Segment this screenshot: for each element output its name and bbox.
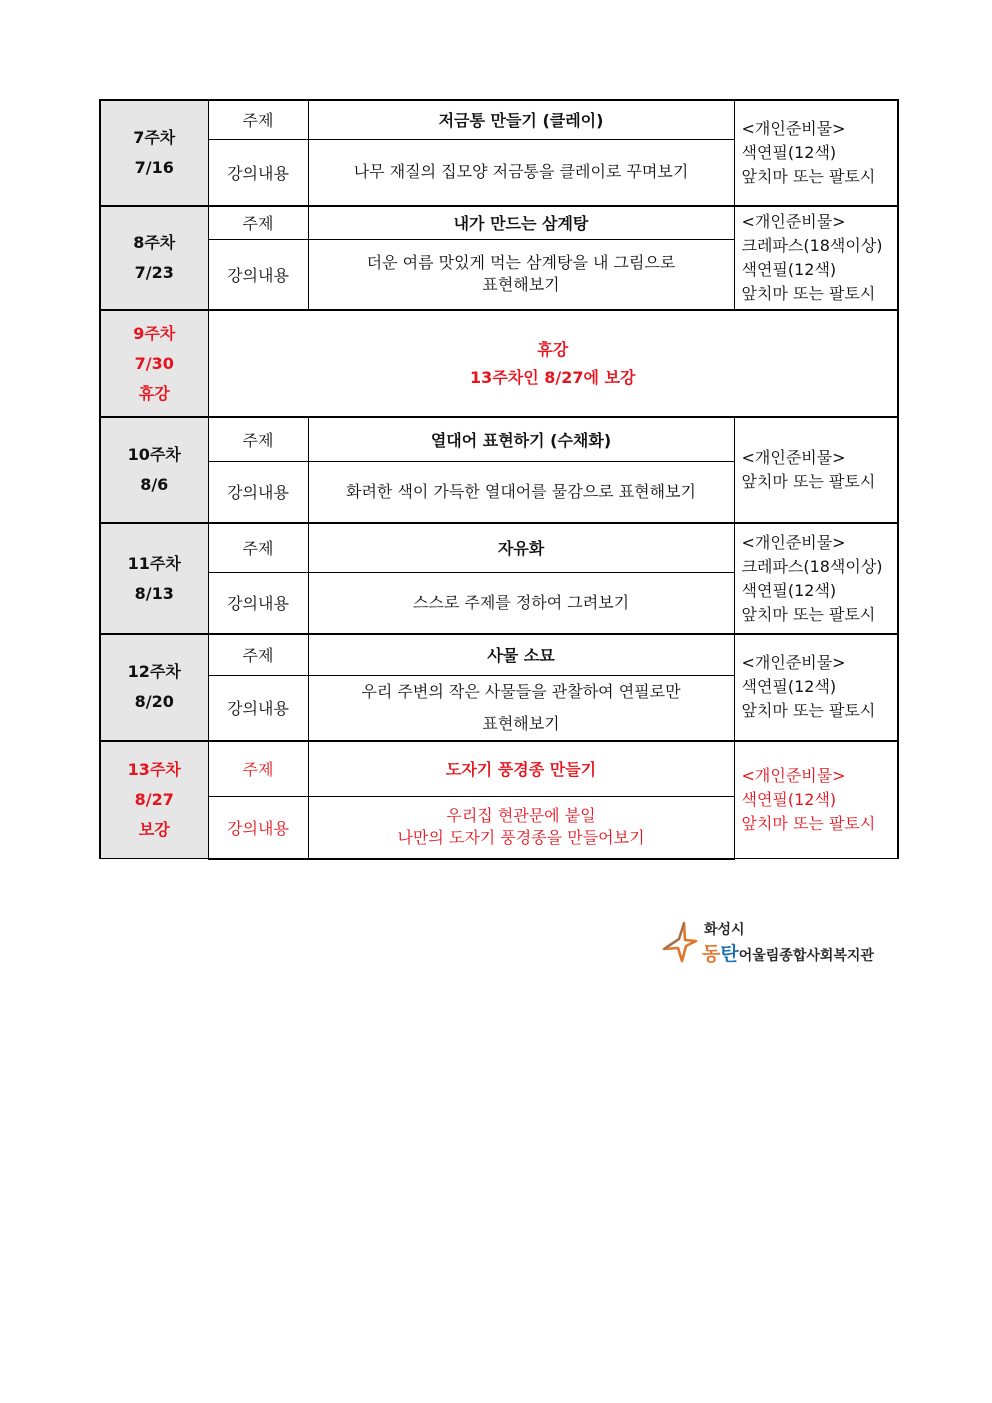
week-8-topic-row [100, 206, 898, 239]
week-10-topic: 열대어 표현하기 (수채화) [308, 417, 734, 461]
materials-item: 크레파스(18색이상) [741, 236, 883, 255]
content-line: 우리집 현관문에 붙일 [446, 806, 596, 826]
materials-heading: <개인준비물> [741, 119, 846, 138]
content-label: 강의내용 [208, 797, 308, 859]
lesson-schedule-table [99, 99, 899, 860]
week-11-topic-row [100, 523, 898, 572]
week-status: 보강 [138, 819, 170, 839]
week-number: 8주차 [133, 233, 176, 252]
week-number: 10주차 [127, 445, 181, 464]
topic-label: 주제 [208, 206, 308, 239]
materials-heading: <개인준비물> [741, 653, 846, 673]
week-date: 8/20 [134, 692, 174, 712]
content-label: 강의내용 [208, 139, 308, 206]
week-10-content [308, 461, 734, 523]
week-8-cell [100, 206, 208, 310]
logo-name-part: 동 [702, 943, 721, 965]
week-11-content [308, 572, 734, 634]
week-11-topic: 자유화 [308, 523, 734, 572]
topic-label: 주제 [208, 741, 308, 797]
logo-city-name: 화성시 [704, 922, 745, 938]
week-8-materials [734, 206, 898, 310]
makeup-line: 13주차인 8/27에 보강 [470, 367, 636, 387]
content-line: 더운 여름 맛있게 먹는 삼계탕을 내 그림으로 [366, 253, 676, 273]
week-13-topic-row [100, 741, 898, 797]
content-line: 우리 주변의 작은 사물들을 관찰하여 연필로만 [361, 681, 681, 701]
week-date: 7/23 [134, 263, 174, 282]
week-9-row [100, 310, 898, 417]
week-number: 13주차 [127, 759, 181, 779]
materials-heading: <개인준비물> [741, 532, 846, 552]
week-8-content [308, 239, 734, 310]
logo-center-name [702, 939, 874, 966]
materials-item: 앞치마 또는 팔토시 [741, 284, 876, 303]
content-label: 강의내용 [208, 461, 308, 523]
content-line: 나무 재질의 집모양 저금통을 클레이로 꾸며보기 [353, 162, 689, 182]
content-line: 스스로 주제를 정하여 그려보기 [412, 592, 630, 612]
week-7-topic-row [100, 100, 898, 139]
materials-heading: <개인준비물> [741, 448, 846, 467]
week-date: 7/30 [134, 353, 174, 373]
materials-item: 색연필(12색) [741, 789, 837, 809]
materials-heading: <개인준비물> [741, 212, 846, 231]
week-7-cell [100, 100, 208, 206]
week-7-content [308, 139, 734, 206]
materials-item: 크레파스(18색이상) [741, 556, 883, 576]
week-12-topic-row [100, 634, 898, 675]
topic-label: 주제 [208, 417, 308, 461]
week-number: 11주차 [127, 553, 181, 573]
week-11-cell [100, 523, 208, 634]
week-7-topic: 저금통 만들기 (클레이) [308, 100, 734, 139]
week-13-cell [100, 741, 208, 859]
topic-label: 주제 [208, 634, 308, 675]
week-date: 8/27 [134, 789, 174, 809]
week-date: 8/13 [134, 583, 174, 603]
week-10-topic-row [100, 417, 898, 461]
week-11-materials [734, 523, 898, 634]
materials-item: 앞치마 또는 팔토시 [741, 472, 876, 491]
week-number: 12주차 [127, 662, 181, 682]
week-10-cell [100, 417, 208, 523]
holiday-notice [208, 310, 898, 417]
week-9-cell [100, 310, 208, 417]
content-line: 나만의 도자기 풍경종을 만들어보기 [397, 828, 645, 848]
materials-item: 색연필(12색) [741, 260, 837, 279]
welfare-center-logo [662, 917, 902, 967]
logo-name-part: 탄 [720, 943, 739, 965]
materials-item: 색연필(12색) [741, 143, 837, 162]
materials-item: 색연필(12색) [741, 580, 837, 600]
holiday-line: 휴강 [537, 339, 569, 359]
week-status: 휴강 [138, 383, 170, 403]
week-12-cell [100, 634, 208, 741]
week-12-content [308, 675, 734, 741]
topic-label: 주제 [208, 523, 308, 572]
content-label: 강의내용 [208, 572, 308, 634]
content-label: 강의내용 [208, 239, 308, 310]
week-13-content [308, 797, 734, 859]
week-date: 7/16 [134, 158, 174, 177]
week-12-materials [734, 634, 898, 741]
content-label: 강의내용 [208, 675, 308, 741]
materials-item: 색연필(12색) [741, 677, 837, 697]
week-13-materials [734, 741, 898, 859]
week-date: 8/6 [140, 475, 169, 494]
topic-label: 주제 [208, 100, 308, 139]
week-10-materials [734, 417, 898, 523]
content-line: 표현해보기 [482, 713, 560, 733]
week-number: 7주차 [133, 128, 176, 147]
week-number: 9주차 [133, 323, 176, 343]
week-13-topic: 도자기 풍경종 만들기 [308, 741, 734, 797]
content-line: 표현해보기 [482, 275, 560, 295]
week-12-topic: 사물 소묘 [308, 634, 734, 675]
materials-item: 앞치마 또는 팔토시 [741, 167, 876, 186]
week-7-materials [734, 100, 898, 206]
materials-heading: <개인준비물> [741, 765, 846, 785]
logo-name-rest: 어울림종합사회복지관 [738, 948, 874, 964]
week-8-topic: 내가 만드는 삼계탕 [308, 206, 734, 239]
materials-item: 앞치마 또는 팔토시 [741, 813, 876, 833]
materials-item: 앞치마 또는 팔토시 [741, 701, 876, 721]
star-logo-icon [662, 921, 698, 963]
content-line: 화려한 색이 가득한 열대어를 물감으로 표현해보기 [345, 481, 696, 501]
materials-item: 앞치마 또는 팔토시 [741, 604, 876, 624]
